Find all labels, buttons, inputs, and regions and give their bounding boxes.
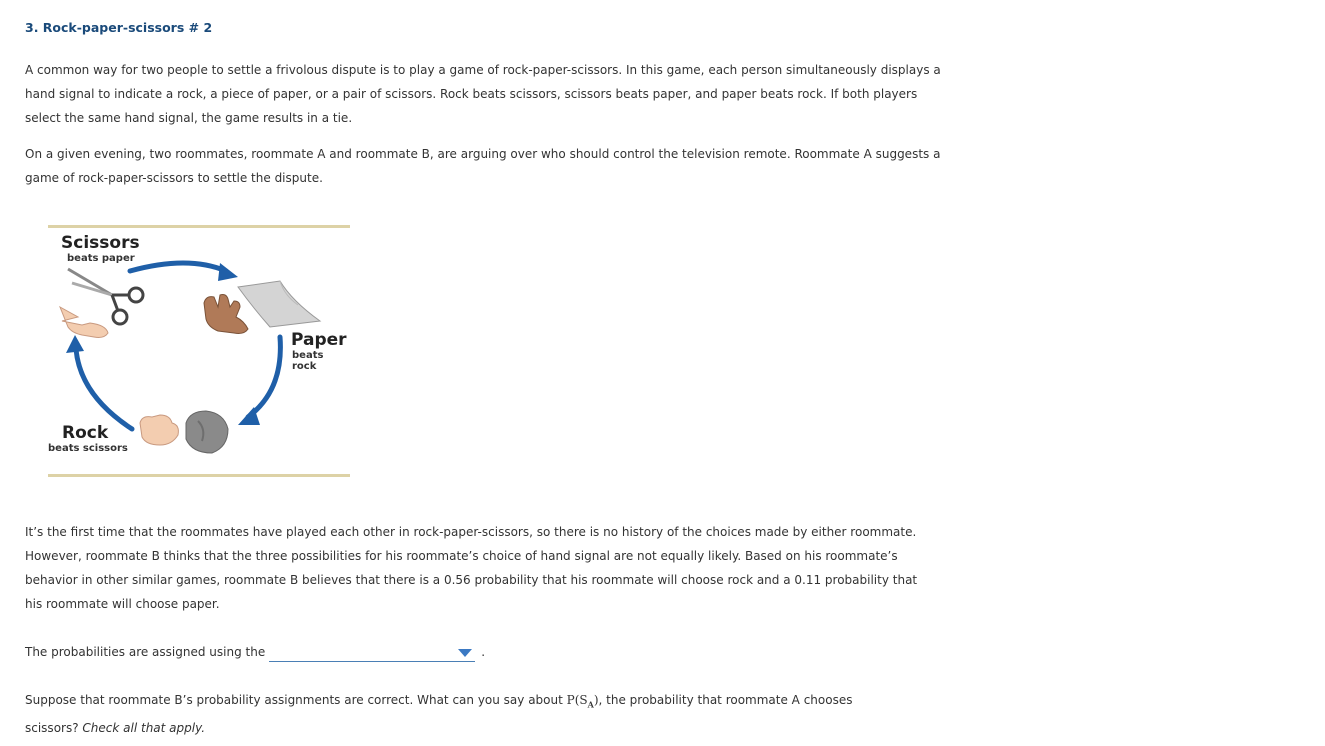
rock-stone-icon bbox=[186, 411, 228, 453]
chevron-down-icon[interactable] bbox=[458, 649, 472, 657]
scissors-icon bbox=[68, 269, 143, 324]
question-text-before: Suppose that roommate B’s probability assignments are correct. What can you say about bbox=[25, 693, 567, 707]
scissors-probability-question bbox=[25, 688, 905, 740]
paper-caption: beats rock bbox=[292, 350, 324, 372]
probability-paragraph: It’s the first time that the roommates have played each other in rock-paper-scissors, so there is no history of the choices made by either roommate. However, roommate B thinks that the three possibilities for his roommate’s choice of hand signal are not equally likely. Based on his roommate’s behavior in other similar games, roommate B believes that there is a 0.56 probability that his roommate will choose rock and a 0.11 probability that his roommate will choose paper. bbox=[25, 525, 918, 611]
scenario-paragraph: On a given evening, two roommates, roommate A and roommate B, are arguing over who should control the television remote. Roommate A suggests a game of rock-paper-scissors to settle the dispute. bbox=[25, 147, 941, 185]
probability-method-prompt: The probabilities are assigned using the bbox=[25, 645, 266, 659]
arrow-paper-to-rock bbox=[248, 337, 280, 417]
figure-bottom-rule bbox=[48, 474, 350, 477]
question-title: 3. Rock-paper-scissors # 2 bbox=[25, 20, 213, 35]
scissors-caption: beats paper bbox=[67, 253, 135, 264]
math-p: P(S bbox=[566, 693, 588, 707]
sentence-period: . bbox=[481, 645, 486, 659]
rock-label: Rock bbox=[62, 423, 109, 443]
scissors-hand-icon bbox=[60, 307, 108, 338]
arrow-head-scissors bbox=[66, 335, 84, 353]
question-instruction: Check all that apply. bbox=[82, 721, 206, 736]
probability-method-dropdown[interactable] bbox=[269, 643, 475, 662]
intro-paragraph: A common way for two people to settle a frivolous dispute is to play a game of rock-paper-scissors. In this game, each person simultaneously displays a hand signal to indicate a rock, a piece of paper, or a pair of scissors. Rock beats scissors, scissors beats paper, and paper beats rock. If both players select the same hand signal, the game results in a tie. bbox=[25, 63, 941, 125]
probability-method-row bbox=[25, 640, 485, 664]
scissors-label: Scissors bbox=[61, 233, 140, 253]
math-subscript: A bbox=[587, 699, 594, 710]
arrow-head-paper bbox=[218, 263, 238, 281]
math-close: ) bbox=[593, 693, 599, 707]
rock-caption: beats scissors bbox=[48, 443, 128, 454]
math-expression bbox=[566, 693, 599, 710]
arrow-rock-to-scissors bbox=[76, 349, 132, 429]
arrow-scissors-to-paper bbox=[130, 263, 226, 271]
question-text-after: , the probability that roommate A chooses scissors? bbox=[25, 693, 853, 736]
paper-sheet-icon bbox=[238, 281, 320, 327]
rock-paper-scissors-diagram bbox=[48, 225, 350, 478]
rock-hand-icon bbox=[140, 415, 178, 445]
paper-hand-icon bbox=[204, 295, 248, 334]
paper-label: Paper bbox=[291, 330, 347, 350]
